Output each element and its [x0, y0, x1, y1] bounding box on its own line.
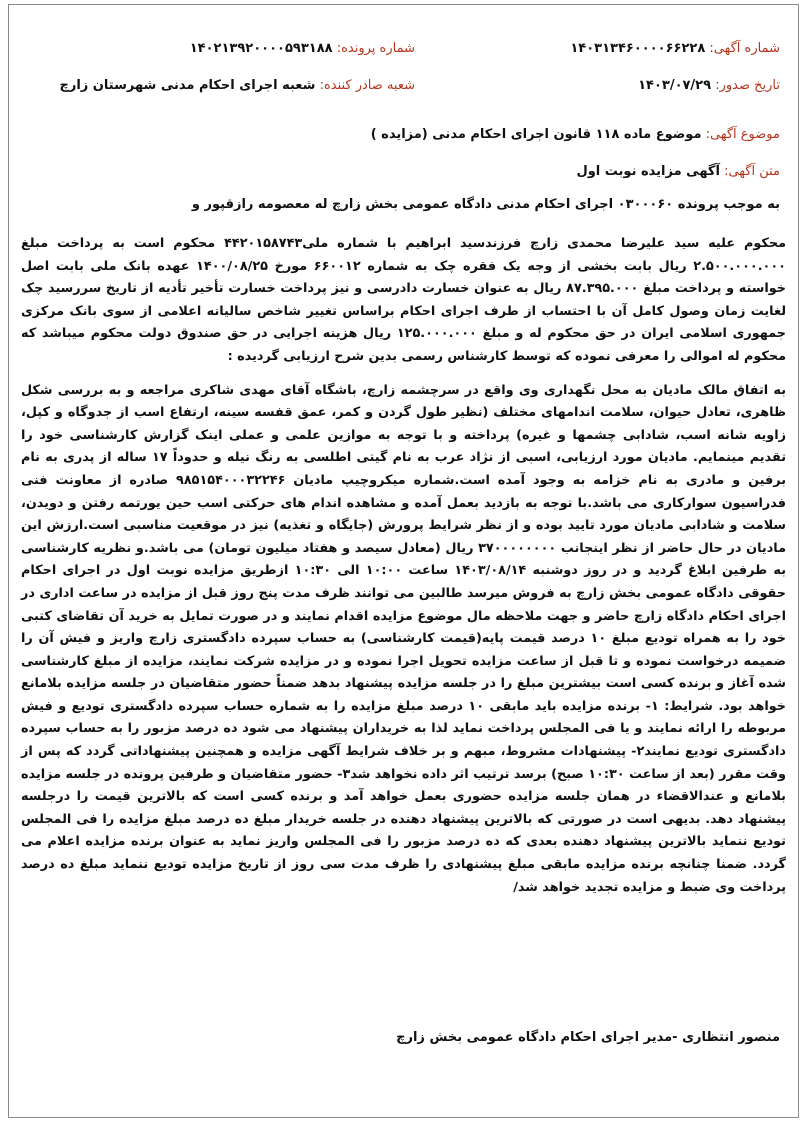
ad-text-label: متن آگهی: — [724, 164, 780, 179]
subject-label: موضوع آگهی: — [705, 127, 780, 142]
issue-date-field — [638, 78, 780, 93]
case-number-value: ۱۴۰۲۱۳۹۲۰۰۰۰۵۹۳۱۸۸ — [189, 41, 333, 56]
issuer-value: شعبه اجرای احکام مدنی شهرستان زارچ — [59, 78, 316, 93]
signature: منصور انتظاری -مدیر اجرای احکام دادگاه عمومی بخش زارچ — [396, 1030, 780, 1045]
case-number-field — [190, 41, 415, 56]
ad-number-field — [570, 41, 780, 56]
ad-number-label: شماره آگهی: — [709, 41, 780, 56]
subject-value: موضوع ماده ۱۱۸ قانون اجرای احکام مدنی (مزایده ) — [370, 127, 702, 142]
issuer-field — [59, 78, 415, 93]
notice-header — [27, 35, 780, 105]
notice-subject — [27, 127, 780, 142]
issue-date-label: تاریخ صدور: — [715, 78, 780, 93]
ad-text-value: آگهی مزایده نوبت اول — [576, 164, 720, 179]
notice-body — [21, 233, 786, 910]
notice-text-title — [27, 164, 780, 179]
case-number-label: شماره پرونده: — [336, 41, 415, 56]
notice-intro: به موجب پرونده ۰۳۰۰۰۶۰ اجرای احکام مدنی دادگاه عمومی بخش زارچ له معصومه رازقپور و — [191, 197, 780, 212]
issue-date-value: ۱۴۰۳/۰۷/۲۹ — [638, 78, 712, 93]
notice-page — [8, 4, 799, 1118]
appraisal-paragraph: به اتفاق مالک مادیان به محل نگهداری وی واقع در سرچشمه زارچ، باشگاه آقای مهدی شاکری مراجعه و به بررسی شکل ظاهری، تعادل حیوان، سلامت اندامهای مختلف (نظیر طول گردن و کمر، عمق قفسه سینه، ارتفاع اسب از جدوگاه و کپل، زاویه شانه اسب، شادابی چشمها و غیره) پرداخته و با توجه به موازین علمی و عملی اینک گزارش کارشناسی خود را تقدیم مینمایم. مادیان مورد ارزیابی، اسبی از نژاد عرب به نام گیتی اطلسی به رنگ نیله و حدوداً ۱۷ ساله از پدری به نام برفین و مادری به نام خزامه به وجود آمده است.شماره میکروچیپ مادیان ۹۸۵۱۵۴۰۰۰۳۲۲۴۶ صادره از معاونت فنی فدراسیون سوارکاری می باشد.با توجه به بازدید بعمل آمده و مشاهده اندام های حرکتی اسب حین یورتمه رفتن و دویدن، سلامت و شادابی مادیان مورد تایید بوده و از نظر شرایط پرورش (جایگاه و تغذیه) نیز در موقعیت مناسبی است.ارزش این مادیان در حال حاضر از نظر اینجانب ۳۷۰۰۰۰۰۰۰۰ ریال (معادل سیصد و هفتاد میلیون تومان) می باشد.و نظریه کارشناسی به طرفین ابلاغ گردید و در روز دوشنبه ۱۴۰۳/۰۸/۱۴ ساعت ۱۰:۰۰ الی ۱۰:۳۰ ازطریق مزایده نوبت اول در اجرای احکام حقوقی دادگاه عمومی بخش زارچ به فروش میرسد طالبین می توانند ظرف مدت پنج روز قبل از مزایده در ساعت اداری در اجرای احکام دادگاه زارچ حاضر و جهت ملاحظه مال موضوع مزایده اقدام نمایند و در صورت تمایل به خرید آن تقاضای کتبی خود را به همراه تودیع مبلغ ۱۰ درصد قیمت پایه(قیمت کارشناسی) به حساب سپرده دادگستری زارچ واریز و فیش آن را ضمیمه درخواست نموده و تا قبل از ساعت مزایده تحویل اجرا نموده و در مزایده شرکت نمایند، مزایده از مبلغ کارشناسی شده آغاز و برنده کسی است بیشترین مبلغ را در جلسه مزایده پیشنهاد بدهد ضمناً حضور متقاضیان در جلسه مزایده بلامانع خواهد بود. شرایط: ۱- برنده مزایده باید مابقی ۱۰ درصد مبلغ مزایده را به شماره حساب سپرده دادگستری تودیع و فیش مربوطه را ارائه نمایند و یا فی المجلس پرداخت نماید لذا به خریداران پیشنهاد می شود ده درصد مزبور را به حساب سپرده دادگستری تودیع نمایند۲- پیشنهادات مشروط، مبهم و بر خلاف شرایط آگهی مزایده و همچنین پیشنهاداتی گردد که پس از وقت مقرر (بعد از ساعت ۱۰:۳۰ صبح) برسد ترتیب اثر داده نخواهد شد۳- حضور متقاضیان و طرفین پرونده در جلسه مزایده بلامانع و عندالاقضاء در همان جلسه مزایده حضوری بعمل خواهد آمد و برنده کسی است که بالاترین قیمت را درجلسه پیشنهاد دهد. بدیهی است در صورتی که بالاترین پیشنهاد دهنده در جلسه خریدار مبلغ ده درصد مبلغ مزایده را فی المجلس تودیع ننماید بالاترین پیشنهاد دهنده بعدی که ده درصد مزبور را فی المجلس واریز نماید به عنوان برنده مزایده اعلام می گردد. ضمنا چنانچه برنده مزایده مابقی مبلغ پیشنهادی را ظرف مدت سی روز از تاریخ مزایده تودیع ننماید مبلغ ده درصد پرداخت وی ضبط و مزایده تجدید خواهد شد/ — [21, 382, 787, 895]
ad-number-value: ۱۴۰۳۱۳۴۶۰۰۰۰۶۶۲۲۸ — [570, 41, 706, 56]
issuer-label: شعبه صادر کننده: — [319, 78, 415, 93]
judgment-paragraph: محکوم علیه سید علیرضا محمدی زارچ فرزندسید ابراهیم با شماره ملی۴۴۲۰۱۵۸۷۴۳ محکوم است به پرداخت مبلغ ۲.۵۰۰.۰۰۰.۰۰۰ ریال بابت بخشی از وجه یک فقره چک به شماره ۶۶۰۰۱۲ مورخ ۱۴۰۰/۰۸/۲۵ عهده بانک ملی بابت اصل خواسته و پرداخت مبلغ ۸۷.۳۹۵.۰۰۰ ریال به عنوان خسارت دادرسی و نیز پرداخت خسارت تأخیر تأدیه از تاریخ سررسید چک لغایت زمان وصول کامل آن با احتساب از طرف اجرای احکام براساس تغییر شاخص سالیانه اعلامی از سوی بانک مرکزی جمهوری اسلامی ایران در حق محکوم له و مبلغ ۱۲۵.۰۰۰.۰۰۰ ریال هزینه اجرایی در حق صندوق دولت محکوم میباشد که محکوم له اموالی را معرفی نموده که توسط کارشناس رسمی بدین شرح ارزیابی گردیده : — [21, 236, 787, 364]
